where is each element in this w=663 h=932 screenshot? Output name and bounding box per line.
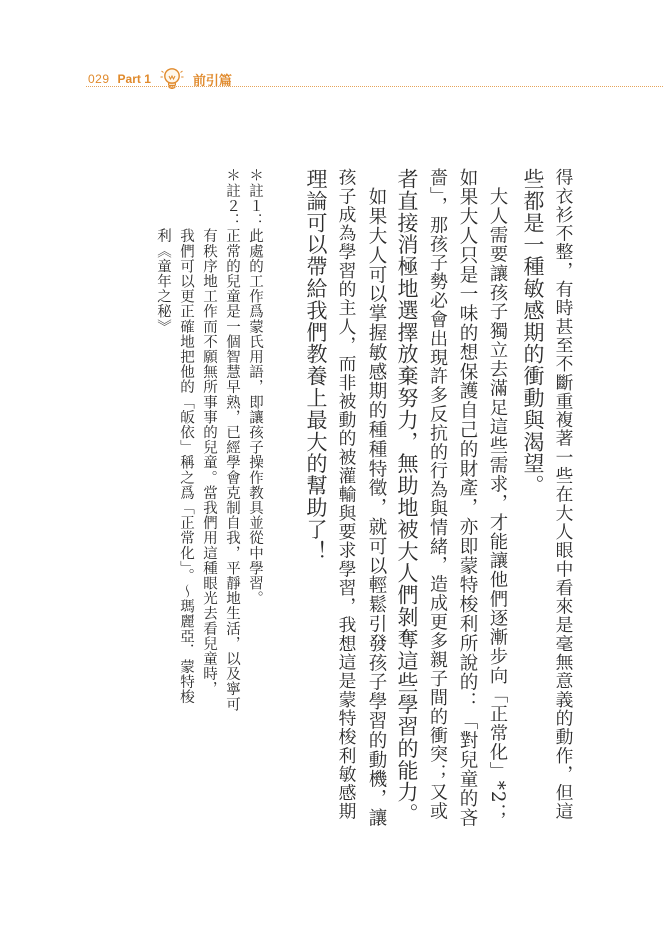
- body-column-1: 得衣衫不整，有時甚至不斷重複著一些在大人眼中看來是毫無意義的動作，但這: [553, 168, 573, 821]
- body-column-5: 嗇」，那孩子勢必會出現許多反抗的行為與情緒，造成更多親子間的衝突；又或: [427, 168, 448, 821]
- body-column-6: 者直接消極地選擇放棄努力，無助地被大人們剝奪這些學習的能力。: [395, 168, 419, 825]
- body-column-9: 理論可以帶給我們教養上最大的幫助了！: [304, 168, 328, 563]
- section-title: 前引篇: [192, 72, 232, 88]
- footnote-2-line-1: ＊註２：正常的兒童是一個智慧早熟，已經學會克制自我，平靜地生活，以及寧可: [224, 168, 240, 712]
- lightbulb-icon: [159, 66, 185, 92]
- body-column-8: 孩子成為學習的主人，而非被動的被灌輸與要求學習，我想這是蒙特梭利敏感期: [336, 168, 356, 821]
- footnote-2-line-4: 利《童年之秘》: [155, 168, 171, 335]
- body-column-3: 大人需要讓孩子獨立去滿足這些需求，才能讓他們逐漸步向「正常化」*2；: [487, 168, 508, 823]
- footnote-2-line-2: 有秩序地工作而不願無所事事的兒童。當我們用這種眼光去看兒童時，: [201, 168, 217, 697]
- footnote-2-line-3: 我們可以更正確地把他的「皈依」稱之爲「正常化」。～瑪麗亞．蒙特梭: [178, 168, 194, 705]
- body-column-2: 些都是一種敏感期的衝動與渴望。: [521, 168, 545, 497]
- footnote-1: ＊註１：此處的工作爲蒙氏用語，即讓孩子操作教具並從中學習。: [247, 168, 263, 606]
- body-column-4: 如果大人只是一味的想保護自己的財產，亦即蒙特梭利所說的：「對兒童的吝: [457, 168, 478, 828]
- page-number: 029: [88, 72, 110, 86]
- part-label: Part 1: [117, 72, 151, 86]
- running-header: [88, 66, 232, 92]
- body-column-7: 如果大人可以掌握敏感期的種種特徵，就可以輕鬆引發孩子學習的動機，讓: [366, 168, 387, 828]
- header-divider: [86, 86, 663, 87]
